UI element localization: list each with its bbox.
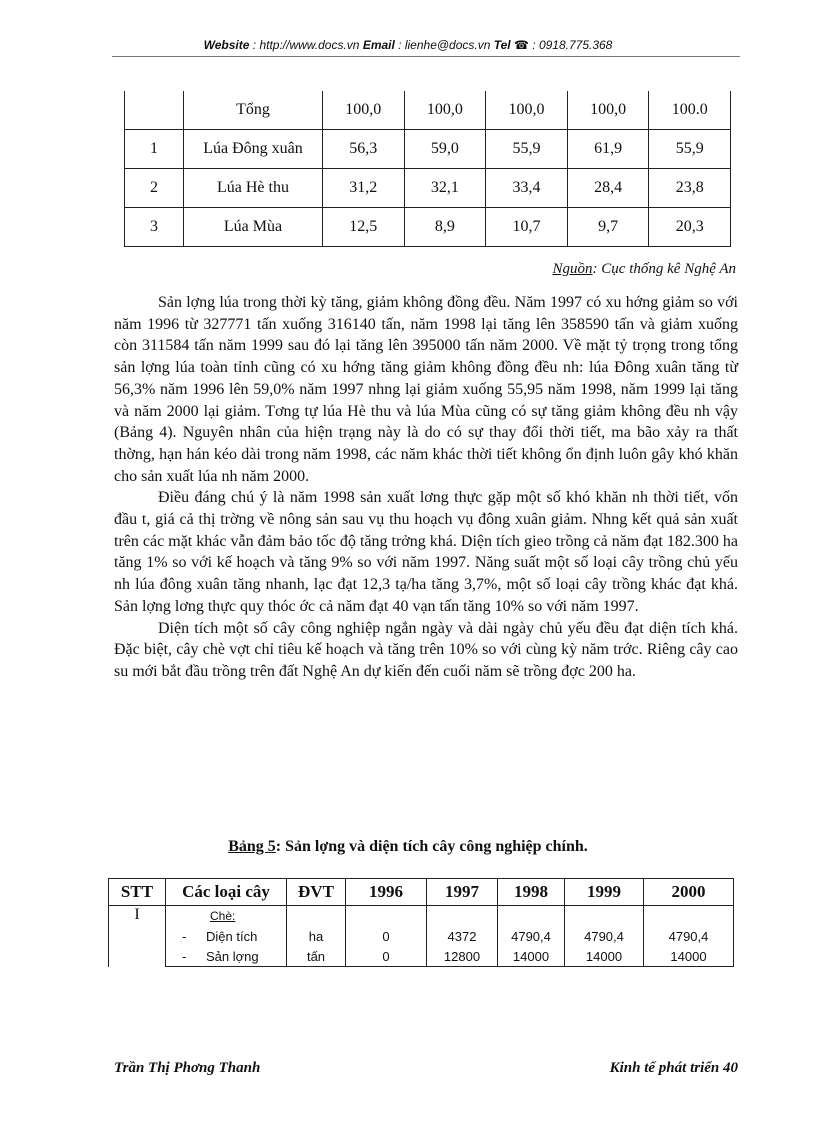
website-label: Website [203,38,250,52]
column-header: 1999 [565,879,644,906]
email-label: Email [362,38,395,52]
list-dash: - [182,948,187,964]
table-cell: Lúa Mùa [184,208,323,247]
table-cell [166,926,287,946]
website-value[interactable]: : http://www.docs.vn [249,38,363,52]
table-cell: 10,7 [486,208,568,247]
table-cell: 0 [346,946,427,967]
item-name: Sản lợng [206,948,259,964]
table-cell [427,906,498,927]
column-header: 1998 [498,879,565,906]
table-caption [0,838,816,856]
table-cell: 9,7 [567,208,649,247]
paragraph-1: Sản lợng lúa trong thời kỳ tăng, giảm không đồng đều. Năm 1997 có xu hớng giảm so với năm 1996 từ 327771 tấn xuống 316140 tấn, năm 1998 lại tăng lên 358590 tấn và giảm xuống còn 311584 tấn năm 1999 sau đó lại tăng lên 395000 tấn năm 2000. Về mặt tỷ trọng trong tổng sản lợng lúa toàn tỉnh cũng có xu hớng tăng giảm không đồng đều nh: lúa Đông xuân tăng từ 56,3% năm 1996 lên 59,0% năm 1997 nhng lại giảm xuống 55,95 năm 1998, năm 1999 lại tăng và năm 2000 lại giảm. Tơng tự lúa Hè thu và lúa Mùa cũng có sự tăng giảm không đều nh vậy (Bảng 4). Nguyên nhân của hiện trạng này là do có sự thay đổi thời tiết, ma bão xảy ra thất thờng, hạn hán kéo dài trong năm 1998, các năm khác thời tiết không ổn định luôn gây khó khăn cho sản xuất lúa nh năm 2000. [114,294,738,485]
body-text [114,292,738,683]
table-row [109,926,734,946]
table-cell: 12,5 [323,208,405,247]
table-cell: 3 [125,208,184,247]
table-cell: 56,3 [323,130,405,169]
table-header-row [109,879,734,906]
table-cell [565,906,644,927]
table-cell [346,906,427,927]
page-header [0,38,816,52]
tel-label: Tel ☎ [493,38,529,52]
table-cell: I [109,906,166,967]
table-cell: 20,3 [649,208,731,247]
table-row [109,946,734,967]
table-cell: 100,0 [404,91,486,130]
column-header: Các loại cây [166,879,287,906]
caption-text: : Sản lợng và diện tích cây công nghiệp chính. [275,838,588,855]
table-cell: tấn [287,946,346,967]
paragraph-2: Điều đáng chú ý là năm 1998 sản xuất lơng thực gặp một số khó khăn nh thời tiết, vốn đầu t, giá cả thị trờng về nông sản sau vụ thu hoạch vụ đông xuân giảm. Nhng kết quả sản xuất trên các mặt khác vẫn đảm bảo tốc độ tăng trởng khá. Diện tích gieo trồng cả năm đạt 182.300 ha tăng 1% so với kế hoạch và tăng 9% so với năm 1997. Năng suất một số loại cây trồng chủ yếu nh lúa đông xuân tăng nhanh, lạc đạt 12,3 tạ/ha tăng 3,7%, một số loại cây trồng khác đạt khá. Sản lợng lơng thực quy thóc ớc cả năm đạt 40 vạn tấn tăng 10% so với năm 1997. [114,489,738,615]
table-cell [287,906,346,927]
column-header: 2000 [644,879,734,906]
email-value[interactable]: : lienhe@docs.vn [394,38,494,52]
table-cell: 4790,4 [644,926,734,946]
header-divider [112,56,740,57]
rice-share-table [124,91,731,247]
table-cell: 55,9 [649,130,731,169]
column-header: ĐVT [287,879,346,906]
table-cell [498,906,565,927]
table-cell: 14000 [565,946,644,967]
column-header: 1997 [427,879,498,906]
table-cell [644,906,734,927]
table-cell: 100,0 [567,91,649,130]
tel-value: : 0918.775.368 [528,38,613,52]
table-cell: 12800 [427,946,498,967]
table-cell: 28,4 [567,169,649,208]
industrial-crops-table [108,878,734,967]
table-cell: ha [287,926,346,946]
paragraph-3: Diện tích một số cây công nghiệp ngắn ngày và dài ngày chủ yếu đều đạt diện tích khá. Đặc biệt, cây chè vợt chỉ tiêu kế hoạch và tăng trên 10% so với cùng kỳ năm trớc. Riêng cây cao su mới bắt đầu trồng trên đất Nghệ An dự kiến đến cuối năm sẽ trồng đợc 200 ha. [114,619,738,680]
table-cell: Lúa Đông xuân [184,130,323,169]
table-cell: 55,9 [486,130,568,169]
table-cell: 2 [125,169,184,208]
table-cell [125,91,184,130]
table-cell: 59,0 [404,130,486,169]
caption-label: Bảng 5 [228,838,276,855]
table-row [125,169,731,208]
table-cell: 1 [125,130,184,169]
table-cell: 100,0 [486,91,568,130]
table-cell: Tổng [184,91,323,130]
table-row [125,130,731,169]
table-cell: 14000 [498,946,565,967]
table-cell: 0 [346,926,427,946]
table-cell: 100,0 [323,91,405,130]
list-dash: - [182,928,187,944]
table-cell: 14000 [644,946,734,967]
table-cell: 4372 [427,926,498,946]
table-cell: 61,9 [567,130,649,169]
item-name: Diện tích [206,928,258,944]
table-cell: 23,8 [649,169,731,208]
table-row [109,906,734,927]
table-row [125,208,731,247]
table-cell: 4790,4 [498,926,565,946]
column-header: STT [109,879,166,906]
table-cell [166,946,287,967]
table-row [125,91,731,130]
source-note [553,261,736,278]
table-cell: 33,4 [486,169,568,208]
footer-page-info: Kinh tế phát triển 40 [609,1060,738,1076]
table-cell: 31,2 [323,169,405,208]
source-label: Nguồn [552,261,593,277]
table-cell: 8,9 [404,208,486,247]
table-cell: 4790,4 [565,926,644,946]
source-text: : Cục thống kê Nghệ An [592,261,736,277]
table-cell: Lúa Hè thu [184,169,323,208]
table-cell: Chè: [166,906,287,927]
column-header: 1996 [346,879,427,906]
table-cell: 32,1 [404,169,486,208]
table-cell: 100.0 [649,91,731,130]
footer-author: Trần Thị Phơng Thanh [114,1060,261,1076]
